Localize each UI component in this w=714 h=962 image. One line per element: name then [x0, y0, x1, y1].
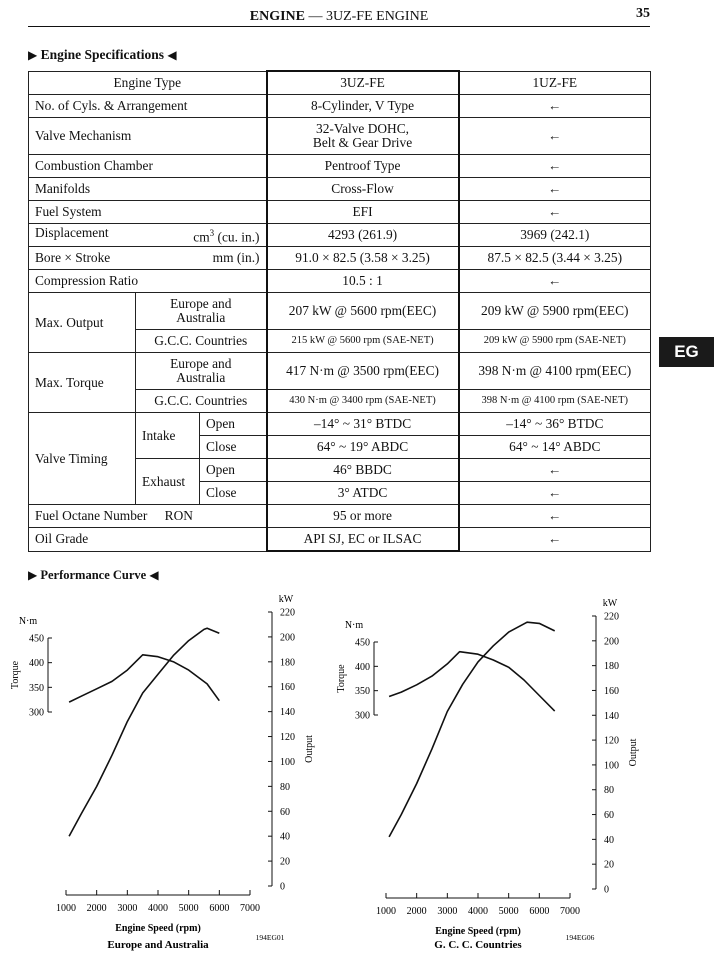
output-tick-label: 200	[280, 632, 295, 644]
table-row	[29, 353, 651, 390]
output-tick-label: 200	[604, 636, 619, 648]
x-tick-label: 3000	[437, 906, 458, 917]
x-tick-label: 4000	[468, 906, 488, 917]
bore-label: Bore × Stroke	[35, 250, 111, 265]
x-axis-label: Engine Speed (rpm)	[115, 923, 201, 934]
figure-code: 194EG06	[565, 933, 595, 942]
output-tick-label: 20	[280, 856, 290, 868]
intake-label: Intake	[136, 413, 200, 459]
output-unit-label: kW	[602, 598, 618, 609]
output-tick-label: 0	[604, 884, 609, 896]
output-tick-label: 140	[604, 710, 619, 722]
cell-3uz: Cross-Flow	[267, 178, 459, 201]
left-triangle-icon: ◀	[149, 568, 159, 582]
cell-3uz: 417 N·m @ 3500 rpm(EEC)	[267, 353, 459, 390]
same-arrow: ←	[459, 178, 651, 201]
cell-3uz: 3° ATDC	[267, 482, 459, 505]
region-label	[136, 353, 267, 390]
table-row	[29, 95, 651, 118]
torque-tick-label: 350	[29, 682, 44, 694]
cell-1uz: 209 kW @ 5900 rpm(EEC)	[459, 293, 651, 330]
table-row	[29, 71, 651, 95]
engine-spec-table	[28, 70, 651, 552]
cell-3uz: 91.0 × 82.5 (3.58 × 3.25)	[267, 247, 459, 270]
row-label	[29, 224, 267, 247]
cell-1uz: 3969 (242.1)	[459, 224, 651, 247]
table-row	[29, 270, 651, 293]
same-arrow: ←	[459, 118, 651, 155]
cell-line: Belt & Gear Drive	[312, 135, 413, 150]
row-label: Valve Timing	[29, 413, 136, 505]
unit-sup: 3	[209, 227, 215, 238]
same-arrow: ←	[459, 459, 651, 482]
torque-curve	[389, 652, 555, 711]
torque-curve	[69, 655, 219, 702]
x-tick-label: 1000	[376, 906, 396, 917]
cell-1uz: 87.5 × 82.5 (3.44 × 3.25)	[459, 247, 651, 270]
output-unit-label: kW	[278, 594, 294, 605]
torque-tick-label: 400	[355, 661, 370, 673]
same-arrow: ←	[459, 95, 651, 118]
same-arrow: ←	[459, 155, 651, 178]
output-curve	[69, 628, 219, 836]
x-tick-label: 5000	[498, 906, 519, 917]
header-subsection: 3UZ-FE ENGINE	[325, 9, 429, 24]
region-label: G.C.C. Countries	[136, 330, 267, 353]
row-label: Oil Grade	[29, 528, 267, 552]
perf-section-heading	[28, 568, 159, 583]
table-row	[29, 247, 651, 270]
output-tick-label: 180	[280, 657, 295, 669]
cell-1uz: 398 N·m @ 4100 rpm (SAE-NET)	[459, 390, 651, 413]
torque-tick-label: 450	[29, 633, 44, 645]
output-axis-label: Output	[628, 738, 639, 767]
row-label: Max. Torque	[29, 353, 136, 413]
same-arrow: ←	[459, 528, 651, 552]
output-tick-label: 60	[604, 810, 614, 822]
col-header-1uz: 1UZ-FE	[459, 71, 651, 95]
x-tick-label: 4000	[148, 903, 168, 914]
close-label: Close	[200, 436, 267, 459]
same-arrow: ←	[459, 505, 651, 528]
performance-curve-charts	[0, 590, 714, 962]
cell-3uz: 10.5 : 1	[267, 270, 459, 293]
cell-1uz: 209 kW @ 5900 rpm (SAE-NET)	[459, 330, 651, 353]
row-label: No. of Cyls. & Arrangement	[29, 95, 267, 118]
octane-label: Fuel Octane Number	[35, 508, 148, 523]
output-tick-label: 80	[604, 785, 614, 797]
cell-3uz: 4293 (261.9)	[267, 224, 459, 247]
x-tick-label: 1000	[56, 903, 76, 914]
open-label: Open	[200, 413, 267, 436]
output-tick-label: 60	[280, 806, 290, 818]
same-arrow: ←	[459, 201, 651, 224]
header-dash: —	[304, 9, 326, 24]
output-tick-label: 220	[280, 607, 295, 619]
same-arrow: ←	[459, 482, 651, 505]
same-arrow: ←	[459, 270, 651, 293]
x-tick-label: 7000	[240, 903, 260, 914]
cell-1uz: 398 N·m @ 4100 rpm(EEC)	[459, 353, 651, 390]
region-label	[136, 293, 267, 330]
torque-tick-label: 300	[29, 707, 44, 719]
table-row	[29, 413, 651, 436]
spec-section-title: Engine Specifications	[40, 47, 164, 62]
cell-3uz: 207 kW @ 5600 rpm(EEC)	[267, 293, 459, 330]
exhaust-label: Exhaust	[136, 459, 200, 505]
torque-axis-label: Torque	[10, 660, 21, 690]
left-triangle-icon: ◀	[167, 48, 177, 62]
unit-text: cm	[193, 229, 210, 245]
col-header-3uz: 3UZ-FE	[267, 71, 459, 95]
engine-type-label: Engine Type	[29, 71, 267, 95]
output-tick-label: 0	[280, 881, 285, 893]
table-row	[29, 155, 651, 178]
torque-unit-label: N·m	[18, 616, 38, 627]
perf-section-title: Performance Curve	[40, 568, 147, 582]
torque-tick-label: 400	[29, 658, 44, 670]
output-curve	[389, 622, 555, 837]
cell-3uz: 46° BBDC	[267, 459, 459, 482]
displacement-unit	[193, 226, 259, 244]
displacement-label: Displacement	[35, 224, 109, 240]
cell-3uz: EFI	[267, 201, 459, 224]
cell-3uz: 430 N·m @ 3400 rpm (SAE-NET)	[267, 390, 459, 413]
row-label: Fuel System	[29, 201, 267, 224]
output-tick-label: 20	[604, 859, 614, 871]
page-header	[28, 6, 650, 27]
cell-3uz: 64° ~ 19° ABDC	[267, 436, 459, 459]
figure-code: 194EG01	[255, 933, 285, 942]
spec-section-heading	[28, 47, 177, 63]
header-section: ENGINE	[249, 9, 305, 24]
table-row	[29, 505, 651, 528]
table-row	[29, 118, 651, 155]
torque-tick-label: 300	[355, 710, 370, 722]
right-triangle-icon: ▶	[28, 48, 38, 62]
output-tick-label: 100	[604, 760, 619, 772]
row-label: Compression Ratio	[29, 270, 267, 293]
octane-unit: RON	[164, 508, 193, 523]
cell-3uz: 215 kW @ 5600 rpm (SAE-NET)	[267, 330, 459, 353]
output-tick-label: 40	[280, 831, 290, 843]
output-tick-label: 160	[604, 685, 619, 697]
row-label	[29, 247, 267, 270]
bore-unit: mm (in.)	[212, 250, 260, 265]
cell-3uz: 8-Cylinder, V Type	[267, 95, 459, 118]
torque-unit-label: N·m	[344, 620, 364, 631]
output-tick-label: 80	[280, 781, 290, 793]
cell-3uz: 95 or more	[267, 505, 459, 528]
table-row	[29, 178, 651, 201]
close-label: Close	[200, 482, 267, 505]
output-axis-label: Output	[304, 735, 315, 763]
side-tab-eg: EG	[659, 337, 714, 367]
header-title	[28, 9, 650, 25]
output-tick-label: 100	[280, 756, 295, 768]
page-number: 35	[636, 6, 650, 21]
cell-3uz: API SJ, EC or ILSAC	[267, 528, 459, 552]
table-row	[29, 528, 651, 552]
x-axis-label: Engine Speed (rpm)	[435, 926, 521, 937]
output-tick-label: 160	[280, 682, 295, 694]
cell-3uz: –14° ~ 31° BTDC	[267, 413, 459, 436]
output-tick-label: 120	[280, 732, 295, 744]
row-label: Valve Mechanism	[29, 118, 267, 155]
torque-axis-label: Torque	[336, 664, 347, 693]
cell-3uz: Pentroof Type	[267, 155, 459, 178]
region-line: Europe and	[170, 296, 232, 311]
x-tick-label: 2000	[406, 906, 427, 917]
torque-tick-label: 350	[355, 686, 370, 698]
output-tick-label: 180	[604, 661, 619, 673]
torque-tick-label: 450	[355, 637, 370, 649]
row-label: Max. Output	[29, 293, 136, 353]
region-line: Australia	[176, 310, 226, 325]
row-label	[29, 505, 267, 528]
table-row	[29, 201, 651, 224]
region-label: G.C.C. Countries	[136, 390, 267, 413]
right-triangle-icon: ▶	[28, 568, 38, 582]
x-tick-label: 7000	[560, 906, 580, 917]
table-row	[29, 224, 651, 247]
x-tick-label: 6000	[529, 906, 550, 917]
cell-3uz	[267, 118, 459, 155]
cell-1uz: –14° ~ 36° BTDC	[459, 413, 651, 436]
unit-text: (cu. in.)	[214, 229, 260, 245]
x-tick-label: 3000	[117, 903, 138, 914]
table-row	[29, 293, 651, 330]
region-line: Australia	[176, 370, 226, 385]
output-tick-label: 220	[604, 611, 619, 623]
x-tick-label: 6000	[209, 903, 230, 914]
chart-title: G. C. C. Countries	[434, 939, 522, 951]
row-label: Manifolds	[29, 178, 267, 201]
chart-title: Europe and Australia	[107, 939, 209, 951]
output-tick-label: 40	[604, 834, 614, 846]
region-line: Europe and	[170, 356, 232, 371]
x-tick-label: 2000	[86, 903, 107, 914]
row-label: Combustion Chamber	[29, 155, 267, 178]
open-label: Open	[200, 459, 267, 482]
x-tick-label: 5000	[178, 903, 199, 914]
output-tick-label: 120	[604, 735, 619, 747]
cell-line: 32-Valve DOHC,	[316, 121, 410, 136]
output-tick-label: 140	[280, 707, 295, 719]
cell-1uz: 64° ~ 14° ABDC	[459, 436, 651, 459]
